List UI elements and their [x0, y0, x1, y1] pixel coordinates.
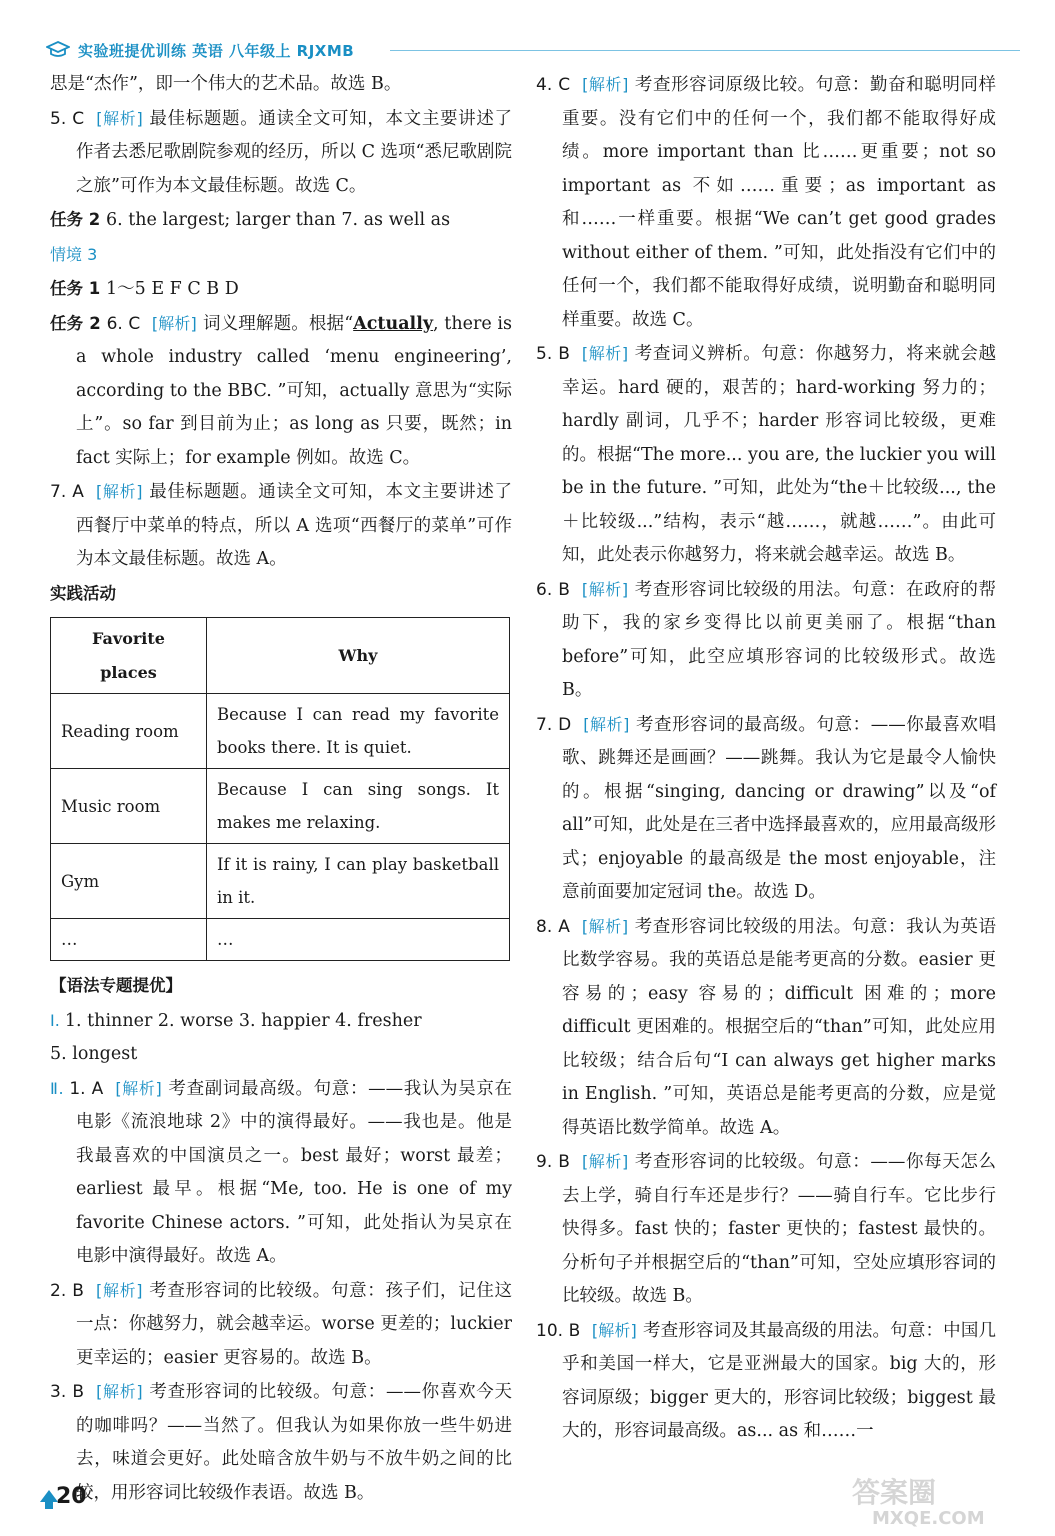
answer-item: [50, 1375, 512, 1510]
roman-section: [50, 1004, 512, 1039]
roman-section: [50, 1072, 512, 1274]
answer-number: 10. B: [536, 1320, 586, 1341]
analysis-tag: [解析]: [582, 75, 629, 94]
right-column: [536, 68, 996, 1449]
analysis-tag: [解析]: [96, 1280, 143, 1300]
table-cell: Gym: [51, 844, 207, 919]
table-row: [51, 844, 510, 919]
explanation-text: 考查形容词的比较级。句意：孩子们，记住这一点：你越努力，就会越幸运。worse 更差的；luckier 更幸运的；easier 更容易的。故选 B。: [76, 1280, 512, 1368]
explanation-text: 考查形容词的比较级。句意：——你每天怎么去上学，骑自行车还是步行？——骑自行车。它比步行快得多。fast 快的；faster 更快的；fastest 最快的。分析句子并根据空后的“than”可知，空处应填形容词的比较级。故选 B。: [562, 1152, 996, 1306]
explanation-text: 考查副词最高级。句意：——我认为吴京在电影《流浪地球 2》中的演得最好。——我也是。他是我最喜欢的中国演员之一。best 最好；worst 最差；earliest 最早。根据“Me, too. He is one of my favorite Chinese actors. ”可知，此处指认为吴京在电影中演得最好。故选 A。: [76, 1078, 513, 1266]
watermark-logo: [842, 1470, 1022, 1530]
answer-number: 8. A: [536, 916, 576, 937]
analysis-tag: [解析]: [581, 916, 629, 936]
page-header: [40, 36, 1020, 66]
table-cell: …: [207, 919, 510, 961]
task-answers: 1～5 E F C B D: [105, 279, 239, 299]
roman-numeral: Ⅱ.: [50, 1078, 70, 1098]
analysis-tag: [解析]: [591, 1320, 637, 1340]
explanation-text: 考查形容词比较级的用法。句意：在政府的帮助下，我的家乡变得比以前更美丽了。根据“than before”可知，此空应填形容词的比较级形式。故选 B。: [562, 579, 996, 700]
task-label: 任务 2: [50, 210, 106, 229]
analysis-tag: [解析]: [581, 344, 629, 363]
table-row: [51, 694, 510, 769]
answer-number: 9. B: [536, 1152, 576, 1172]
answer-number: 1. A: [69, 1078, 110, 1099]
answer-number: 7. D: [536, 714, 578, 735]
answer-number: 5. C: [50, 108, 91, 129]
explanation-text: , there is a whole industry called ‘menu engineering’, according to the BBC. ”可知，actually 意思为“实际上”。so far 到目前为止；as long as 只要，既然；in fact 实际上；for example 例如。故选 C。: [76, 313, 512, 468]
table-cell: Because I can sing songs. It makes me relaxing.: [207, 769, 510, 844]
continuation-text: 5. longest: [50, 1044, 138, 1064]
answer-number: 6. C: [106, 313, 146, 334]
table-cell: If it is rainy, I can play basketball in it.: [207, 844, 510, 919]
answer-number: 7. A: [50, 482, 91, 502]
answer-item: [536, 68, 996, 337]
answers-text: 1. thinner 2. worse 3. happier 4. fresher: [64, 1010, 422, 1031]
table-header-cell: Favorite places: [51, 618, 207, 694]
practice-table: [50, 617, 510, 961]
table-cell: Reading room: [51, 694, 207, 769]
task-answers: 6. the largest; larger than 7. as well as: [105, 210, 451, 230]
table-row: [51, 769, 510, 844]
explanation-text: 最佳标题题。通读全文可知，本文主要讲述了作者去悉尼歌剧院参观的经历，所以 C 选项“悉尼歌剧院之旅”可作为本文最佳标题。故选 C。: [76, 108, 512, 196]
page-number-text: 20: [56, 1484, 87, 1509]
answer-number: 4. C: [536, 75, 577, 95]
answer-item: [536, 573, 996, 708]
answer-item: [536, 1314, 996, 1449]
answer-number: 5. B: [536, 344, 576, 364]
explanation-text: 考查词义辨析。句意：你越努力，将来就会越幸运。hard 硬的，艰苦的；hard-working 努力的；hardly 副词，几乎不；harder 形容词比较级，更难的。根据“The more... you are, the luckier you will be in the future. ”可知，此处为“the＋比较级..., the＋比较级...”结构，表示“越……，就越……”。由此可知，此处表示你越努力，将来就会越幸运。故选 B。: [562, 344, 996, 565]
explanation-text: 最佳标题题。通读全文可知，本文主要讲述了西餐厅中菜单的特点，所以 A 选项“西餐厅的菜单”可作为本文最佳标题。故选 A。: [76, 482, 512, 569]
answer-item: [536, 910, 996, 1146]
continuation-text: 思是“杰作”，即一个伟大的艺术品。故选 B。: [50, 74, 402, 94]
section-label: [50, 238, 512, 273]
analysis-tag: [解析]: [581, 1152, 629, 1171]
svg-text:MXQE.COM: MXQE.COM: [872, 1508, 985, 1529]
table-cell: Music room: [51, 769, 207, 844]
answer-number: 3. B: [50, 1382, 91, 1402]
analysis-tag: [解析]: [581, 579, 629, 599]
answer-item: [536, 337, 996, 573]
table-cell: Because I can read my favorite books there. It is quiet.: [207, 694, 510, 769]
task-label: 任务 2: [50, 313, 107, 333]
explanation-text: 词义理解题。根据“: [202, 313, 354, 334]
answer-item: [50, 475, 512, 577]
answer-item: [536, 708, 996, 910]
arrow-stem: [45, 1501, 53, 1509]
task-line: [50, 203, 512, 238]
explanation-text: 考查形容词比较级的用法。句意：我认为英语比数学容易。我的英语总是能考更高的分数。easier 更容易的；easy 容易的；difficult 困难的；more difficult 更困难的。根据空后的“than”可知，此处应用比较级；结合后句“I can always get higher marks in English. ”可知，英语总是能考更高的分数，应是觉得英语比数学简单。故选 A。: [562, 916, 996, 1138]
roman-numeral: Ⅰ.: [50, 1010, 65, 1030]
section-label-text: 情境 3: [50, 244, 98, 264]
answer-item: [50, 102, 512, 204]
table-cell: …: [51, 919, 207, 961]
explanation-text: 考查形容词的最高级。句意：——你最喜欢唱歌、跳舞还是画画？——跳舞。我认为它是最令人愉快的。根据“singing, dancing or drawing”以及“of all”可知，此处是在三者中选择最喜欢的，应用最高级形式；enjoyable 的最高级是 the most enjoyable，注意前面要加定冠词 the。故选 D。: [562, 714, 996, 902]
section-heading-text: 实践活动: [50, 583, 116, 603]
task-label: 任务 1: [50, 279, 106, 298]
explanation-text: 考查形容词的比较级。句意：——你喜欢今天的咖啡吗？——当然了。但我认为如果你放一些牛奶进去，味道会更好。此处暗含放牛奶与不放牛奶之间的比较，用形容词比较级作表语。故选 B。: [76, 1382, 512, 1503]
analysis-tag: [解析]: [115, 1078, 162, 1098]
svg-text:答案圈: 答案圈: [852, 1476, 937, 1509]
table-row: [51, 919, 510, 961]
header-title: 实验班提优训练 英语 八年级上 RJXMB: [78, 42, 355, 60]
analysis-tag: [解析]: [583, 714, 630, 734]
analysis-tag: [解析]: [151, 313, 197, 333]
header-divider: [390, 50, 1020, 51]
left-column: [50, 68, 512, 1510]
analysis-tag: [解析]: [96, 482, 143, 501]
task-line: [50, 272, 512, 307]
explanation-text: 考查形容词原级比较。句意：勤奋和聪明同样重要。没有它们中的任何一个，我们都不能取得好成绩。more important than 比……更重要；not so important as 不如……重要；as important as 和……一样重要。根据“We can’t get good grades without either of them. ”可知，此处指没有它们中的任何一个，我们都不能取得好成绩，说明勤奋和聪明同样重要。故选 C。: [562, 75, 997, 330]
graduation-cap-icon: [46, 40, 70, 60]
analysis-tag: [解析]: [96, 1382, 143, 1401]
section-heading: [50, 577, 512, 612]
analysis-tag: [解析]: [96, 108, 143, 128]
section-heading-text: 【语法专题提优】: [50, 976, 182, 995]
table-header-cell: Why: [207, 618, 510, 694]
answer-item: [536, 1145, 996, 1314]
explanation-text: 考查形容词及其最高级的用法。句意：中国几乎和美国一样大，它是亚洲最大的国家。big 大的，形容词原级；bigger 更大的，形容词比较级；biggest 最大的，形容词最高级。as... as 和……一: [562, 1320, 996, 1441]
answer-number: 2. B: [50, 1280, 91, 1301]
section-heading: [50, 969, 512, 1004]
answer-item: [50, 1274, 512, 1376]
table-header-row: [51, 618, 510, 694]
page-number: [40, 1484, 88, 1514]
task-item: [50, 307, 512, 476]
answer-number: 6. B: [536, 579, 576, 600]
emphasized-word: Actually: [353, 313, 434, 334]
